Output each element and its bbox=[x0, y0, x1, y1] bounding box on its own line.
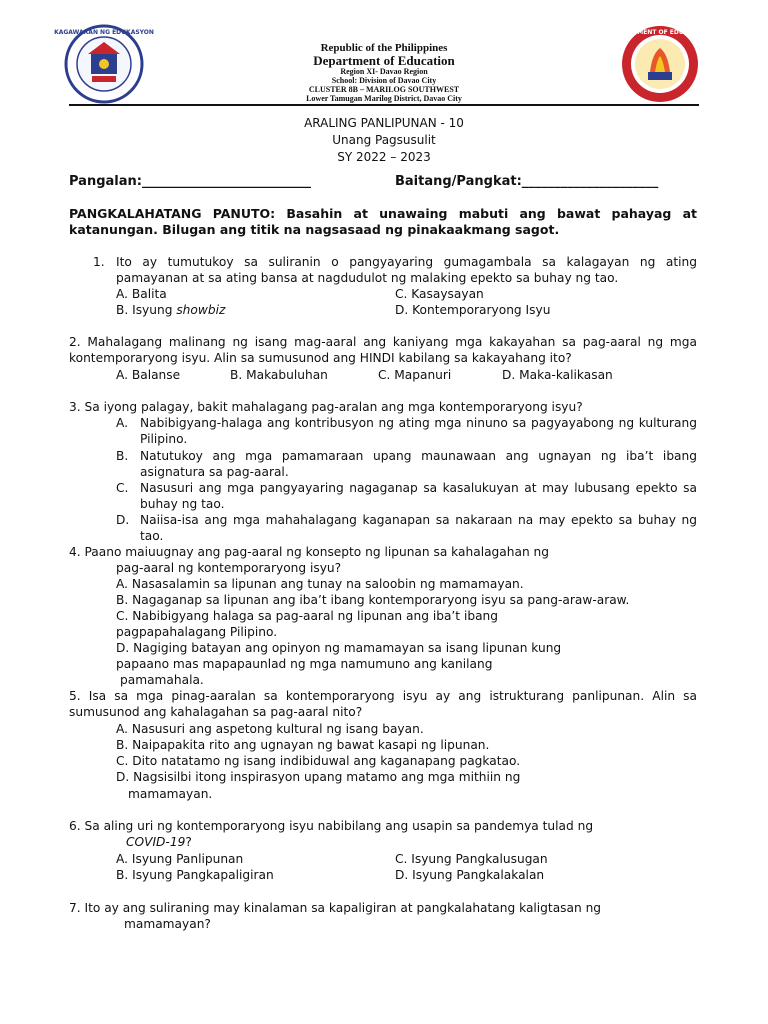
q4-option-d[interactable]: D. Nagiging batayan ang opinyon ng mamamayan sa isang lipunan kung bbox=[116, 641, 562, 655]
question-2: 2. Mahalagang malinang ng isang mag-aaral ang kaniyang mga kakayahan sa pag-aaral ng mga kontemporaryong isyu. Alin sa sumusunod ang HINDI kabilang sa kakayahang ito? bbox=[69, 335, 697, 365]
q4-option-c-cont: pagpapahalagang Pilipino. bbox=[116, 625, 278, 639]
q1-option-d[interactable]: D. Kontemporaryong Isyu bbox=[395, 303, 551, 317]
option-letter: B. bbox=[116, 449, 129, 463]
question-4: 4. Paano maiuugnay ang pag-aaral ng konsepto ng lipunan sa kahalagahan ng bbox=[69, 545, 550, 559]
q1-option-c[interactable]: C. Kasaysayan bbox=[395, 287, 484, 301]
question-4-cont: pag-aaral ng kontemporaryong isyu? bbox=[116, 561, 342, 575]
option-letter: D. bbox=[116, 513, 130, 527]
deped-seal-logo bbox=[54, 24, 154, 104]
option-text: B. Isyung bbox=[116, 303, 177, 317]
q6-option-a[interactable]: A. Isyung Panlipunan bbox=[116, 852, 244, 866]
option-text: Nabibigyang-halaga ang kontribusyon ng ating mga ninuno sa pagyayabong ng kulturang Pilipino. bbox=[140, 416, 697, 446]
q6-option-c[interactable]: C. Isyung Pangkalusugan bbox=[395, 852, 548, 866]
question-text: Ito ay tumutukoy sa suliranin o pangyayaring gumagambala sa kalagayan ng ating pamayanan at sa ating bansa at nagdudulot ng malaking epekto sa buhay ng tao. bbox=[116, 255, 697, 285]
instructions-text: Basahin at unawaing mabuti ang bawat pahayag at katanungan. Bilugan ang titik na nagsasaad ng pinakaakmang sagot. bbox=[69, 206, 697, 237]
option-italic-text: showbiz bbox=[176, 303, 226, 317]
question-6-cont bbox=[126, 834, 192, 850]
q5-option-b[interactable]: B. Naipapakita rito ang ugnayan ng bawat kasapi ng lipunan. bbox=[116, 738, 490, 752]
question-mark: ? bbox=[185, 835, 192, 849]
q4-option-c[interactable]: C. Nabibigyang halaga sa pag-aaral ng lipunan ang iba’t ibang bbox=[116, 609, 499, 623]
question-3: 3. Sa iyong palagay, bakit mahalagang pag-aralan ang mga kontemporaryong isyu? bbox=[69, 400, 583, 414]
district-text: Lower Tamugan Marilog District, Davao City bbox=[306, 93, 462, 103]
option-letter: C. bbox=[116, 481, 129, 495]
q5-option-c[interactable]: C. Dito natatamo ng isang indibiduwal ang kaganapang pagkatao. bbox=[116, 754, 521, 768]
covid-text: COVID-19 bbox=[126, 835, 186, 849]
school-year: SY 2022 – 2023 bbox=[337, 150, 431, 164]
question-5: 5. Isa sa mga pinag-aaralan sa kontemporaryong isyu ay ang istrukturang panlipunan. Alin sa sumusunod ang kahalagahan sa pag-aaral nito? bbox=[69, 689, 697, 719]
division-text: School: Division of Davao City bbox=[331, 76, 437, 86]
question-1 bbox=[69, 254, 697, 286]
name-field[interactable]: Pangalan:__________________________ bbox=[69, 174, 311, 189]
department-text: Department of Education bbox=[313, 53, 455, 69]
q5-option-d[interactable]: D. Nagsisilbi itong inspirasyon upang matamo ang mga mithiin ng bbox=[116, 770, 521, 784]
question-7: 7. Ito ay ang suliraning may kinalaman sa kapaligiran at pangkalahatang kaligtasan ng bbox=[69, 901, 602, 915]
q5-option-d-cont: mamamayan. bbox=[128, 787, 213, 801]
grade-section-field[interactable]: Baitang/Pangkat:_____________________ bbox=[395, 174, 659, 189]
subject-title: ARALING PANLIPUNAN - 10 bbox=[304, 116, 464, 130]
question-6: 6. Sa aling uri ng kontemporaryong isyu nabibilang ang usapin sa pandemya tulad ng bbox=[69, 819, 594, 833]
q4-option-d-cont2: pamamahala. bbox=[120, 673, 204, 687]
q2-option-c[interactable]: C. Mapanuri bbox=[378, 368, 452, 382]
q1-option-a[interactable]: A. Balita bbox=[116, 287, 167, 301]
cluster-text: CLUSTER 8B – MARILOG SOUTHWEST bbox=[308, 84, 460, 94]
q4-option-d-cont: papaano mas mapapaunlad ng mga namumuno ang kanilang bbox=[116, 657, 493, 671]
q1-option-b[interactable] bbox=[116, 302, 225, 318]
general-instructions bbox=[69, 206, 697, 238]
republic-text: Republic of the Philippines bbox=[320, 42, 448, 54]
q2-option-d[interactable]: D. Maka-kalikasan bbox=[502, 368, 613, 382]
division-seal-logo bbox=[611, 24, 709, 104]
q2-option-b[interactable]: B. Makabuluhan bbox=[230, 368, 328, 382]
q6-option-d[interactable]: D. Isyung Pangkalakalan bbox=[395, 868, 545, 882]
question-7-cont: mamamayan? bbox=[124, 917, 211, 931]
q5-option-a[interactable]: A. Nasusuri ang aspetong kultural ng isang bayan. bbox=[116, 722, 424, 736]
header-divider bbox=[69, 104, 699, 106]
instructions-label: PANGKALAHATANG PANUTO: bbox=[69, 206, 276, 221]
q2-option-a[interactable]: A. Balanse bbox=[116, 368, 181, 382]
option-text: Natutukoy ang mga pamamaraan upang maunawaan ang ugnayan ng iba’t ibang asignatura sa pag-aaral. bbox=[140, 449, 697, 479]
q3-option-a[interactable] bbox=[116, 415, 697, 447]
exam-titles bbox=[0, 115, 768, 166]
q4-option-a[interactable]: A. Nasasalamin sa lipunan ang tunay na saloobin ng mamamayan. bbox=[116, 577, 524, 591]
letterhead bbox=[200, 42, 568, 104]
exam-title: Unang Pagsusulit bbox=[332, 133, 436, 147]
seal-text: DEPARTMENT OF EDUCATION bbox=[611, 29, 709, 36]
region-text: Region XI- Davao Region bbox=[340, 67, 428, 77]
seal-text: KAGAWARAN NG EDUKASYON bbox=[54, 29, 154, 36]
option-text: Naiisa-isa ang mga mahahalagang kaganapan sa nakaraan na may epekto sa buhay ng tao. bbox=[140, 513, 697, 543]
option-text: Nasusuri ang mga pangyayaring nagaganap sa kasalukuyan at may lubusang epekto sa buhay ng tao. bbox=[140, 481, 697, 511]
question-number: 1. bbox=[93, 255, 105, 269]
option-letter: A. bbox=[116, 416, 128, 430]
q4-option-b[interactable]: B. Nagaganap sa lipunan ang iba’t ibang kontemporaryong isyu sa pang-araw-araw. bbox=[116, 593, 630, 607]
q3-option-d[interactable] bbox=[116, 512, 697, 544]
q6-option-b[interactable]: B. Isyung Pangkapaligiran bbox=[116, 868, 274, 882]
q3-option-c[interactable] bbox=[116, 480, 697, 512]
q3-option-b[interactable] bbox=[116, 448, 697, 480]
